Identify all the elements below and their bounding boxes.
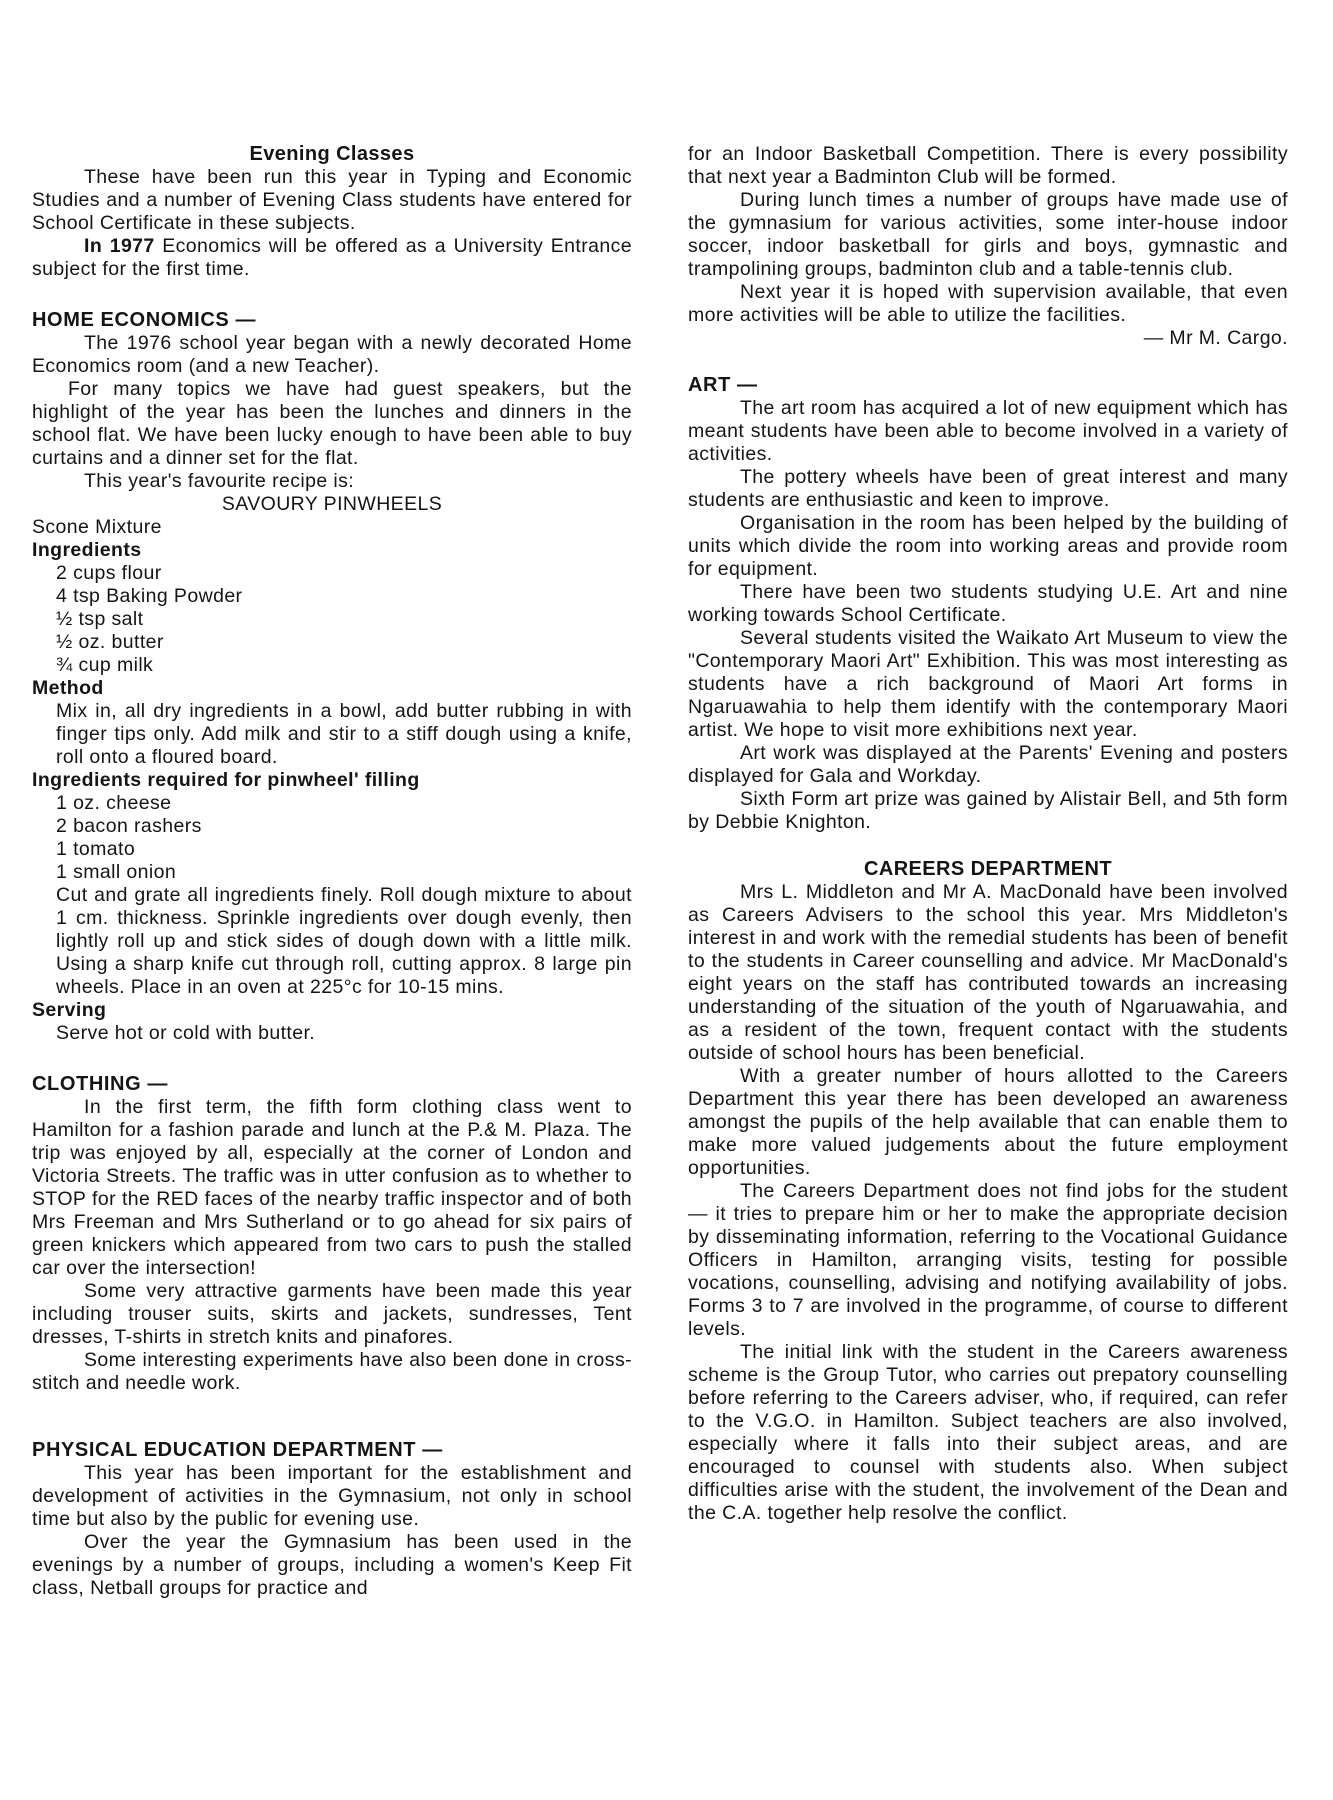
filling-item: 1 tomato bbox=[56, 838, 136, 860]
serving-label: Serving bbox=[32, 999, 107, 1021]
paragraph: This year's favourite recipe is: bbox=[84, 470, 355, 492]
left-column bbox=[32, 0, 632, 1600]
paragraph: There have been two students studying U.E. Art and nine working towards School Certificate. bbox=[688, 581, 1288, 626]
filling-label: Ingredients required for pinwheel' filling bbox=[32, 769, 420, 791]
recipe-title: SAVOURY PINWHEELS bbox=[221, 493, 443, 515]
section-heading: CLOTHING — bbox=[32, 1073, 168, 1095]
ingredient-item: ½ oz. butter bbox=[56, 631, 164, 653]
filling-item: 2 bacon rashers bbox=[56, 815, 202, 837]
physical-education-continued bbox=[688, 143, 1288, 350]
author-signature: — Mr M. Cargo. bbox=[1143, 327, 1288, 349]
section-heading: Evening Classes bbox=[249, 143, 415, 165]
clothing-section bbox=[32, 1073, 632, 1395]
paragraph: These have been run this year in Typing and Economic Studies and a number of Evening Class students have entered for School Certificate in these subjects. bbox=[32, 166, 632, 234]
ingredient-item: 4 tsp Baking Powder bbox=[56, 585, 243, 607]
paragraph: The Careers Department does not find jobs for the student — it tries to prepare him or her to make the appropriate decision by disseminating information, referring to the Vocational Guidance Officers in Hamilton, arranging visits, testing for possible vocations, counselling, advising and notifying availability of jobs. Forms 3 to 7 are involved in the programme, of course to different levels. bbox=[688, 1180, 1288, 1340]
art-section bbox=[688, 374, 1288, 834]
filling-item: 1 oz. cheese bbox=[56, 792, 172, 814]
paragraph: Organisation in the room has been helped by the building of units which divide the room into working areas and provide room for equipment. bbox=[688, 512, 1288, 580]
paragraph: Mrs L. Middleton and Mr A. MacDonald have been involved as Careers Advisers to the school this year. Mrs Middleton's interest in and work with the remedial students has been of benefit to the students in Career counselling and advice. Mr MacDonald's eight years on the staff has contributed towards an increasing understanding of the situation of the youth of Ngaruawahia, and as a resident of the town, frequent contact with the students outside of school hours has been beneficial. bbox=[688, 881, 1288, 1064]
paragraph: Some interesting experiments have also been done in cross-stitch and needle work. bbox=[32, 1349, 632, 1394]
ingredients-label: Ingredients bbox=[32, 539, 142, 561]
ingredient-item: ½ tsp salt bbox=[56, 608, 144, 630]
right-column bbox=[688, 0, 1288, 1525]
paragraph: Sixth Form art prize was gained by Alistair Bell, and 5th form by Debbie Knighton. bbox=[688, 788, 1288, 833]
filling-item: 1 small onion bbox=[56, 861, 177, 883]
paragraph: for an Indoor Basketball Competition. There is every possibility that next year a Badminton Club will be formed. bbox=[688, 143, 1288, 188]
paragraph: In the first term, the fifth form clothing class went to Hamilton for a fashion parade and lunch at the P.& M. Plaza. The trip was enjoyed by all, especially at the corner of London and Victoria Streets. The traffic was in utter confusion as to whether to STOP for the RED faces of the nearby traffic inspector and of both Mrs Freeman and Mrs Sutherland or to go ahead for six pairs of green knickers which appeared from two cars to push the stalled car over the intersection! bbox=[32, 1096, 632, 1279]
filling-method-text: Cut and grate all ingredients finely. Roll dough mixture to about 1 cm. thickness. Sprinkle ingredients over dough evenly, then lightly roll up and stick sides of dough down with a little milk. Using a sharp knife cut through roll, cutting approx. 8 large pin wheels. Place in an oven at 225°c for 10-15 mins. bbox=[56, 884, 632, 998]
paragraph: The pottery wheels have been of great interest and many students are enthusiastic and keen to improve. bbox=[688, 466, 1288, 511]
paragraph: Art work was displayed at the Parents' Evening and posters displayed for Gala and Workday. bbox=[688, 742, 1288, 787]
paragraph: For many topics we have had guest speakers, but the highlight of the year has been the lunches and dinners in the school flat. We have been lucky enough to have been able to buy curtains and a dinner set for the flat. bbox=[32, 378, 632, 469]
bold-lead: In 1977 bbox=[84, 235, 155, 257]
physical-education-section bbox=[32, 1439, 632, 1600]
ingredients-list bbox=[32, 562, 632, 677]
careers-section bbox=[688, 858, 1288, 1525]
section-heading: PHYSICAL EDUCATION DEPARTMENT — bbox=[32, 1439, 443, 1461]
paragraph: With a greater number of hours allotted to the Careers Department this year there has been developed an awareness amongst the pupils of the help available that can enable them to make more valued judgements about the future employment opportunities. bbox=[688, 1065, 1288, 1179]
section-heading: HOME ECONOMICS — bbox=[32, 309, 257, 331]
paragraph: Next year it is hoped with supervision available, that even more activities will be able to utilize the facilities. bbox=[688, 281, 1288, 326]
ingredient-item: ¾ cup milk bbox=[56, 654, 154, 676]
paragraph: Over the year the Gymnasium has been used in the evenings by a number of groups, including a women's Keep Fit class, Netball groups for practice and bbox=[32, 1531, 632, 1599]
paragraph: The initial link with the student in the Careers awareness scheme is the Group Tutor, who carries out prepatory counselling before referring to the Careers adviser, who, if required, can refer to the V.G.O. in Hamilton. Subject teachers are also involved, especially where it falls into their subject areas, and are encouraged to counsel with students also. When subject difficulties arise with the student, the involvement of the Dean and the C.A. together help resolve the conflict. bbox=[688, 1341, 1288, 1524]
home-economics-section bbox=[32, 309, 632, 1045]
paragraph: Several students visited the Waikato Art Museum to view the "Contemporary Maori Art" Exhibition. This was most interesting as students have a rich background of Maori Art forms in Ngaruawahia to help them identify with the contemporary Maori artist. We hope to visit more exhibitions next year. bbox=[688, 627, 1288, 741]
serving-text: Serve hot or cold with butter. bbox=[56, 1022, 316, 1044]
paragraph: The art room has acquired a lot of new equipment which has meant students have been able to become involved in a variety of activities. bbox=[688, 397, 1288, 465]
recipe bbox=[32, 493, 632, 1045]
evening-classes-section bbox=[32, 143, 632, 281]
method-text: Mix in, all dry ingredients in a bowl, add butter rubbing in with finger tips only. Add milk and stir to a stiff dough using a knife, roll onto a floured board. bbox=[56, 700, 632, 768]
recipe-base: Scone Mixture bbox=[32, 516, 162, 538]
ingredient-item: 2 cups flour bbox=[56, 562, 162, 584]
paragraph-rest: Economics will be offered as a University Entrance subject for the first time. bbox=[32, 235, 632, 280]
paragraph: This year has been important for the establishment and development of activities in the Gymnasium, not only in school time but also by the public for evening use. bbox=[32, 1462, 632, 1530]
method-label: Method bbox=[32, 677, 104, 699]
paragraph: Some very attractive garments have been made this year including trouser suits, skirts and jackets, sundresses, Tent dresses, T-shirts in stretch knits and pinafores. bbox=[32, 1280, 632, 1348]
section-heading: CAREERS DEPARTMENT bbox=[864, 858, 1112, 880]
paragraph: The 1976 school year began with a newly decorated Home Economics room (and a new Teacher). bbox=[32, 332, 632, 377]
filling-list bbox=[32, 792, 632, 884]
section-heading: ART — bbox=[688, 374, 758, 396]
paragraph bbox=[32, 235, 632, 281]
paragraph: During lunch times a number of groups have made use of the gymnasium for various activities, some inter-house indoor soccer, indoor basketball for girls and boys, gymnastic and trampolining groups, badminton club and a table-tennis club. bbox=[688, 189, 1288, 280]
